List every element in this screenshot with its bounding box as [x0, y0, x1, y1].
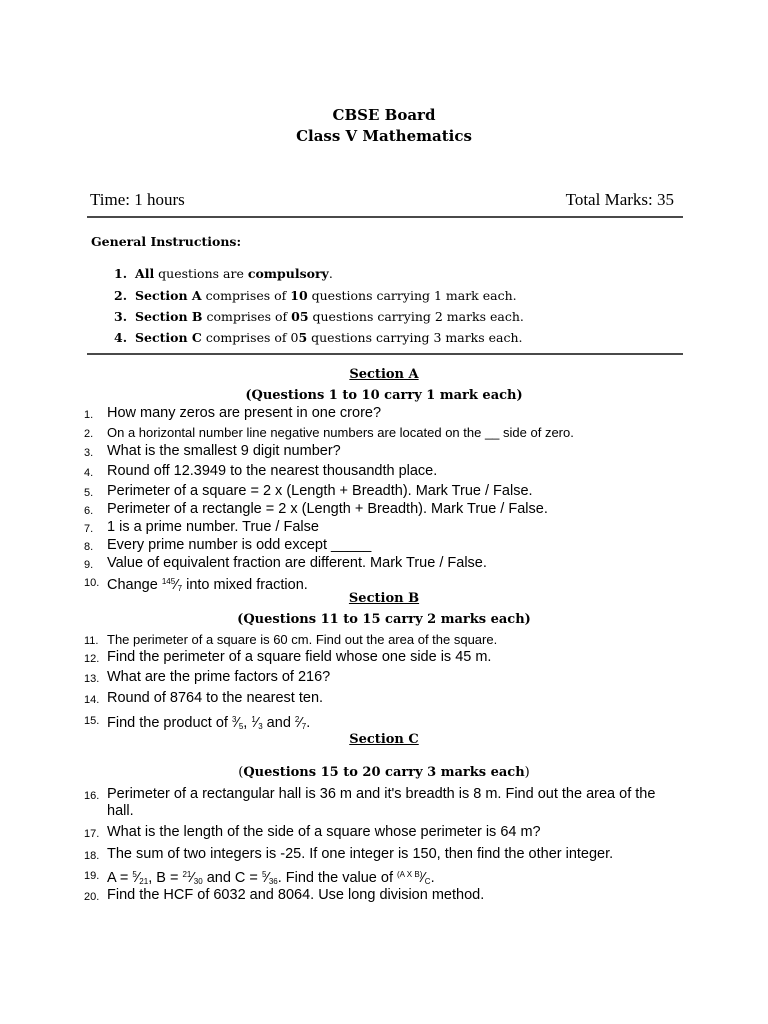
question-item: 11. The perimeter of a square is 60 cm. Find out the area of the square.	[84, 632, 498, 647]
question-item: 9. Value of equivalent fraction are different. Mark True / False.	[84, 555, 487, 571]
instructions-title: General Instructions:	[91, 234, 242, 249]
question-item: 16. Perimeter of a rectangular hall is 36 m and it's breadth is 8 m. Find out the area of the hall.	[84, 786, 656, 819]
question-item: 2. On a horizontal number line negative numbers are located on the __ side of zero.	[84, 425, 574, 440]
question-item: 1. How many zeros are present in one crore?	[84, 405, 382, 421]
question-item: 3. What is the smallest 9 digit number?	[84, 443, 341, 459]
header-rule	[87, 216, 683, 218]
question-item: 13. What are the prime factors of 216?	[84, 669, 331, 685]
section-a-title: Section A	[349, 367, 419, 382]
question-item: 18. The sum of two integers is -25. If one integer is 150, then find the other integer.	[84, 846, 614, 862]
section-c-subtitle: (Questions 15 to 20 carry 3 marks each)	[238, 765, 530, 780]
board-title: CBSE Board	[332, 106, 436, 124]
question-item: 5. Perimeter of a square = 2 x (Length + Breadth). Mark True / False.	[84, 483, 533, 499]
instruction-item: 2. Section A comprises of 10 questions carrying 1 mark each.	[114, 288, 517, 303]
instruction-item: 4. Section C comprises of 05 questions carrying 3 marks each.	[114, 330, 523, 345]
question-item: 8. Every prime number is odd except _____	[84, 537, 372, 553]
question-item: 19. $A = ^5⁄_{21}$, $B = ^{21}⁄_{30}$ and $C = ^5⁄_{36}$. Find the value of $^{(A X B)}⁄_C$.	[84, 870, 435, 886]
instruction-item: 3. Section B comprises of 05 questions carrying 2 marks each.	[114, 309, 524, 324]
time-marks-bar	[90, 190, 674, 210]
total-marks-label: Total Marks: 35	[565, 190, 674, 209]
section-c-title: Section C	[349, 732, 419, 747]
section-b-subtitle: (Questions 11 to 15 carry 2 marks each)	[237, 612, 531, 627]
class-subject-title: Class V Mathematics	[296, 127, 472, 145]
question-item: 7. 1 is a prime number. True / False	[84, 519, 319, 535]
instructions-rule	[87, 353, 683, 355]
question-item: 15. Find the product of $^3⁄_5$, $^1⁄_3$ and $^2⁄_7$.	[84, 715, 311, 731]
question-item: 4. Round off 12.3949 to the nearest thousandth place.	[84, 463, 438, 479]
instruction-item: 1. All questions are compulsory.	[114, 266, 333, 281]
question-item: 17. What is the length of the side of a square whose perimeter is 64 m?	[84, 824, 541, 840]
question-item: 14. Round of 8764 to the nearest ten.	[84, 690, 324, 706]
question-item: 20. Find the HCF of 6032 and 8064. Use long division method.	[84, 887, 485, 903]
section-b-title: Section B	[348, 591, 420, 606]
section-a-subtitle: (Questions 1 to 10 carry 1 mark each)	[245, 388, 523, 403]
time-label: Time: 1 hours	[90, 190, 185, 209]
question-item: 6. Perimeter of a rectangle = 2 x (Length + Breadth). Mark True / False.	[84, 501, 548, 517]
question-item: 10. Change $^{145}⁄_7$ into mixed fraction.	[84, 577, 308, 593]
question-item: 12. Find the perimeter of a square field whose one side is 45 m.	[84, 649, 492, 665]
